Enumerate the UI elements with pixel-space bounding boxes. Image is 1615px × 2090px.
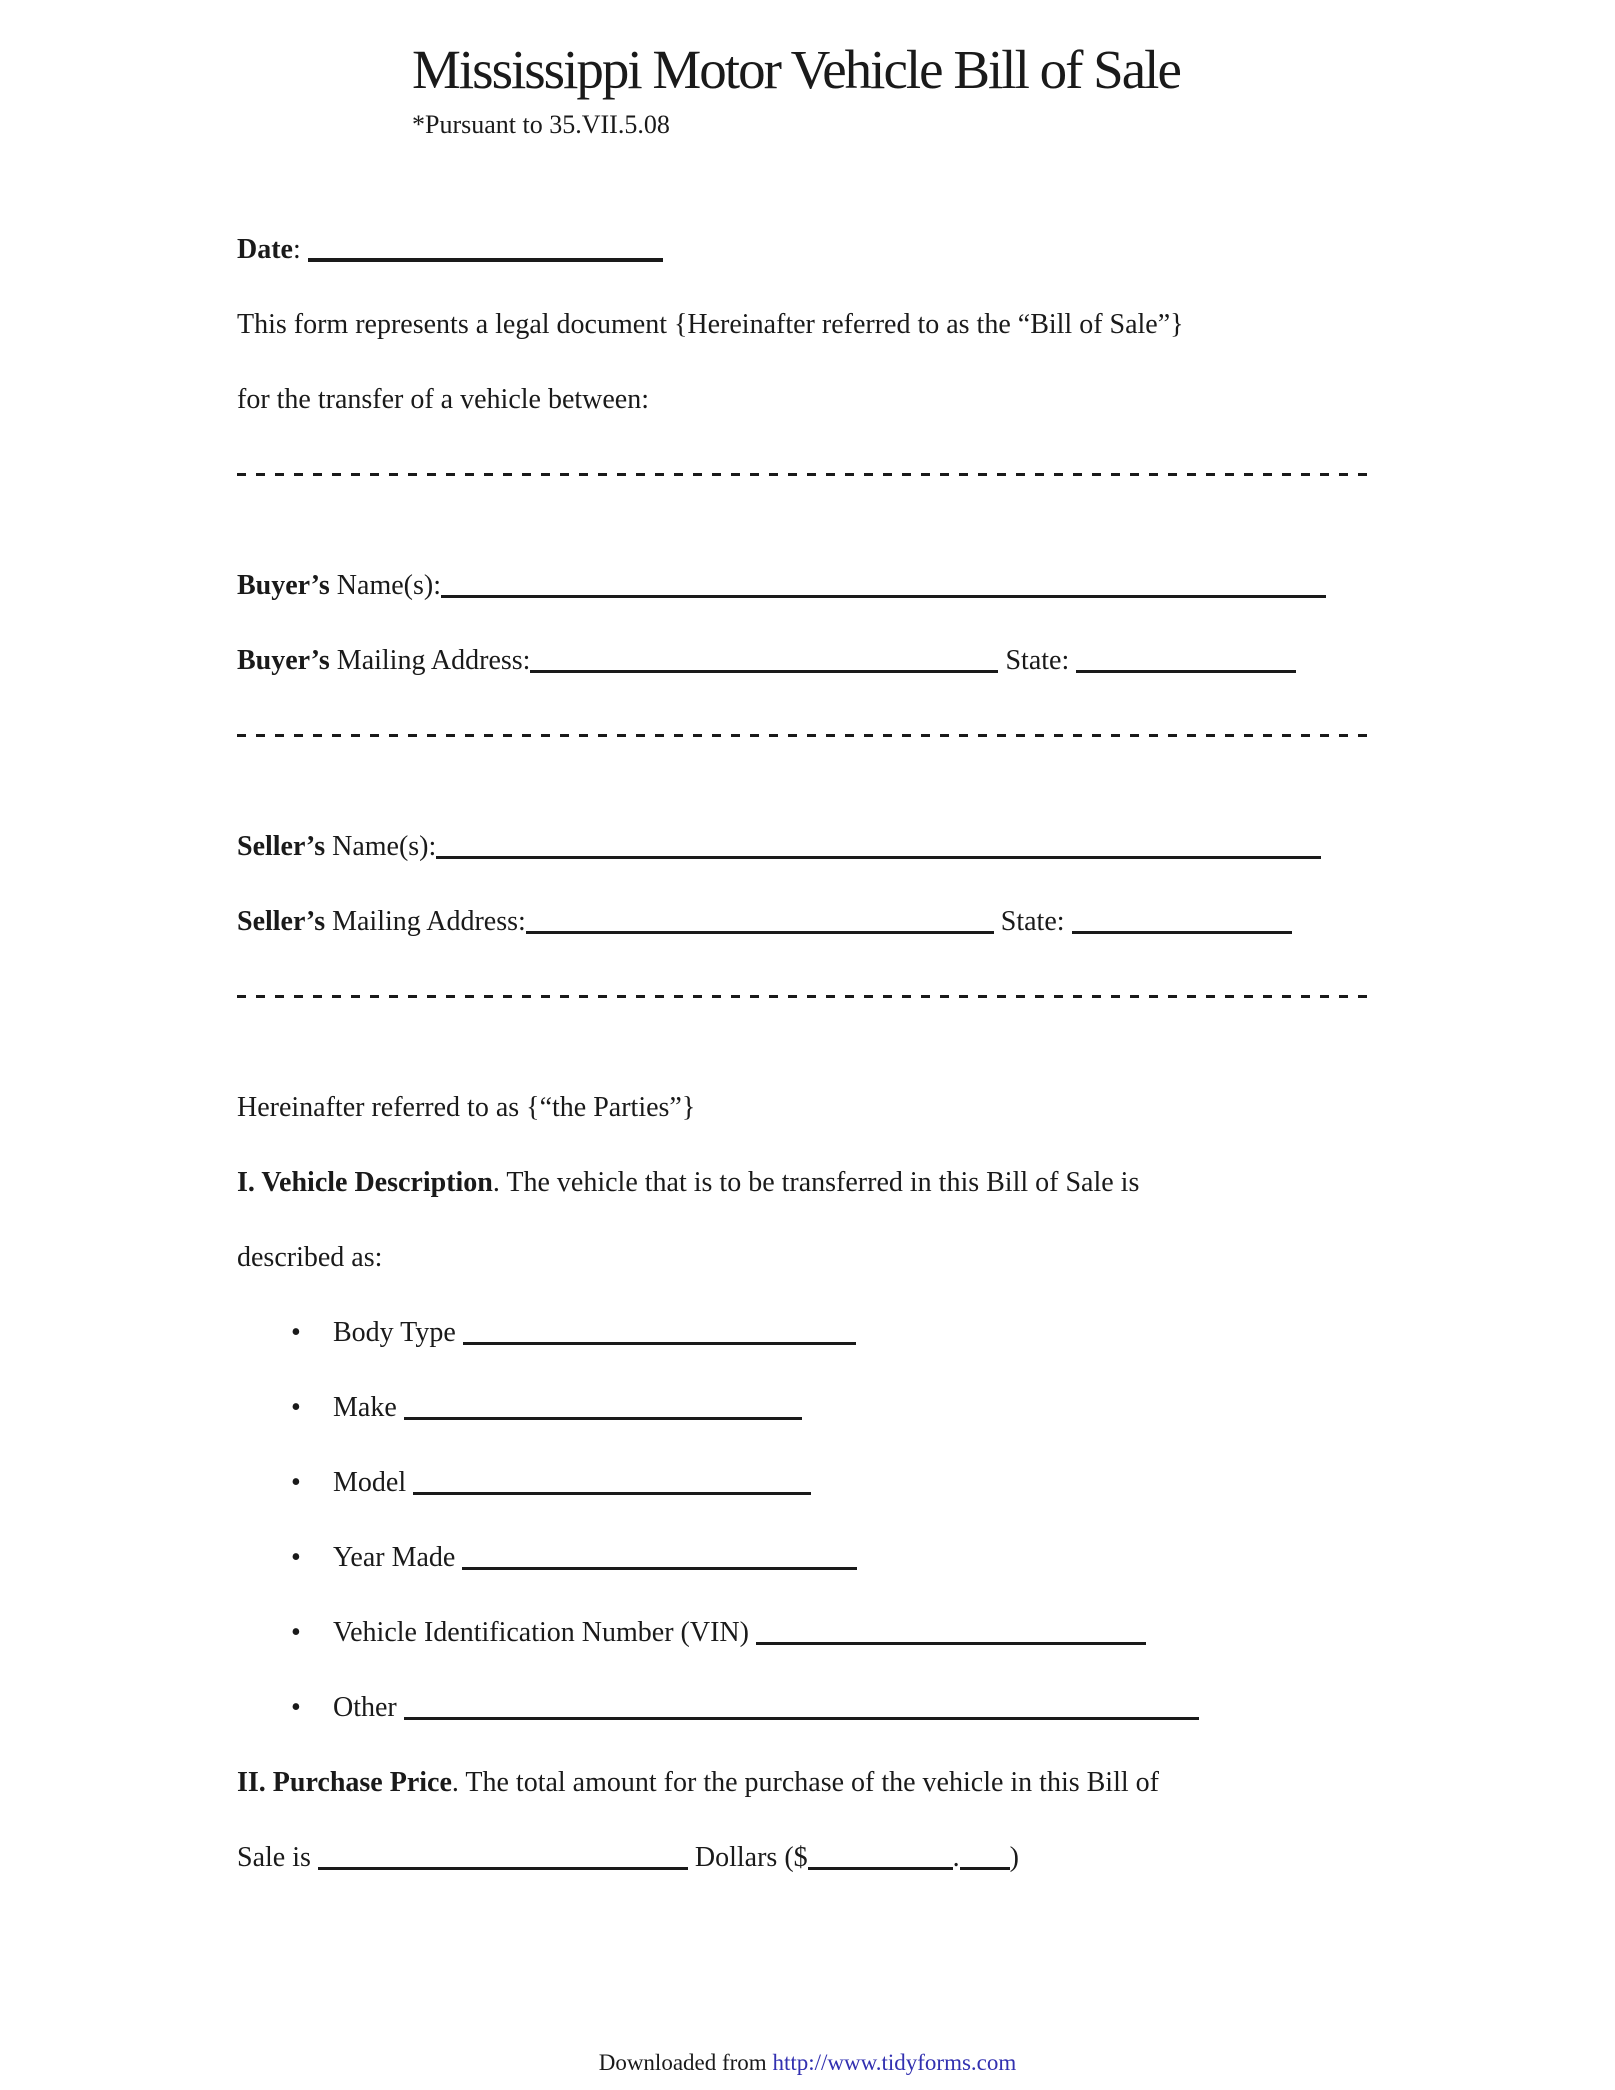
buyer-name-label: Name(s): — [329, 570, 441, 601]
close-paren: ) — [1009, 1842, 1019, 1873]
seller-address-line — [237, 884, 1382, 959]
seller-name-label: Name(s): — [325, 831, 437, 862]
make-field-line[interactable] — [404, 1417, 802, 1420]
buyer-name-field-line[interactable] — [441, 595, 1326, 598]
bullet-make — [237, 1370, 1382, 1445]
buyer-address-line — [237, 623, 1382, 698]
date-label: Date — [237, 234, 293, 265]
seller-address-label: Mailing Address: — [325, 906, 526, 937]
price-section-heading-text: . The total amount for the purchase of the vehicle in this Bill of — [451, 1767, 1159, 1798]
date-field-line[interactable] — [308, 258, 663, 262]
seller-address-field-line[interactable] — [526, 931, 994, 934]
bullet-year-made — [237, 1520, 1382, 1595]
seller-state-field-line[interactable] — [1072, 931, 1292, 934]
vehicle-section-continuation: described as: — [237, 1242, 383, 1273]
bullet-icon: • — [291, 1317, 301, 1348]
footer-prefix: Downloaded from — [598, 2050, 767, 2075]
page-footer — [0, 2048, 1615, 2078]
amount-words-field-line[interactable] — [318, 1867, 688, 1870]
document-header — [412, 38, 1180, 140]
year-made-field-line[interactable] — [462, 1567, 857, 1570]
seller-name-label-bold: Seller’s — [237, 831, 326, 862]
buyer-address-label: Mailing Address: — [329, 645, 531, 676]
year-made-label: Year Made — [333, 1542, 456, 1573]
decimal-point: . — [952, 1842, 960, 1873]
seller-name-field-line[interactable] — [436, 856, 1321, 859]
dollars-label: Dollars ($ — [694, 1842, 808, 1873]
bullet-icon: • — [291, 1692, 301, 1723]
bullet-icon: • — [291, 1542, 301, 1573]
buyer-state-field-line[interactable] — [1076, 670, 1296, 673]
date-colon: : — [292, 234, 301, 265]
bullet-other — [237, 1670, 1382, 1745]
section-separator-2 — [237, 734, 1382, 809]
statute-reference: *Pursuant to 35.VII.5.08 — [412, 110, 670, 139]
amount-dollars-field-line[interactable] — [808, 1867, 953, 1870]
buyer-name-label-bold: Buyer’s — [237, 570, 330, 601]
bullet-vin — [237, 1595, 1382, 1670]
parties-line: Hereinafter referred to as {“the Parties”} — [237, 1092, 696, 1123]
intro-paragraph-line-2: for the transfer of a vehicle between: — [237, 384, 650, 415]
make-label: Make — [333, 1392, 397, 1423]
seller-state-label: State: — [1000, 906, 1065, 937]
vehicle-section-heading-text: . The vehicle that is to be transferred in this Bill of Sale is — [492, 1167, 1140, 1198]
vehicle-section-heading: I. Vehicle Description — [237, 1167, 493, 1198]
model-label: Model — [333, 1467, 407, 1498]
dashed-rule — [237, 734, 1372, 737]
amount-cents-field-line[interactable] — [960, 1867, 1010, 1870]
seller-address-label-bold: Seller’s — [237, 906, 326, 937]
vin-field-line[interactable] — [756, 1642, 1146, 1645]
bullet-body-type — [237, 1295, 1382, 1370]
price-section-heading: II. Purchase Price — [237, 1767, 452, 1798]
seller-name-line — [237, 809, 1382, 884]
buyer-state-label: State: — [1005, 645, 1070, 676]
buyer-address-field-line[interactable] — [530, 670, 998, 673]
buyer-name-line — [237, 548, 1382, 623]
sale-is-label: Sale is — [237, 1842, 311, 1873]
body-type-label: Body Type — [333, 1317, 456, 1348]
section-separator-1 — [237, 473, 1382, 548]
tidyforms-link[interactable]: http://www.tidyforms.com — [772, 2050, 1017, 2075]
dashed-rule — [237, 473, 1372, 476]
other-label: Other — [333, 1692, 397, 1723]
price-amount-line — [237, 1820, 1382, 1895]
bullet-icon: • — [291, 1467, 301, 1498]
other-field-line[interactable] — [404, 1717, 1199, 1720]
vin-label: Vehicle Identification Number (VIN) — [333, 1617, 749, 1648]
form-body — [237, 212, 1382, 1895]
page-title: Mississippi Motor Vehicle Bill of Sale — [412, 39, 1180, 100]
dashed-rule — [237, 995, 1372, 998]
date-line — [237, 212, 1382, 287]
bullet-icon: • — [291, 1617, 301, 1648]
body-type-field-line[interactable] — [463, 1342, 856, 1345]
price-section-heading-line — [237, 1745, 1382, 1820]
bullet-icon: • — [291, 1392, 301, 1423]
section-separator-3 — [237, 995, 1382, 1070]
model-field-line[interactable] — [413, 1492, 811, 1495]
buyer-address-label-bold: Buyer’s — [237, 645, 330, 676]
intro-paragraph-line-1: This form represents a legal document {Hereinafter referred to as the “Bill of Sale”} — [237, 309, 1184, 340]
vehicle-section-heading-line — [237, 1145, 1382, 1220]
bullet-model — [237, 1445, 1382, 1520]
